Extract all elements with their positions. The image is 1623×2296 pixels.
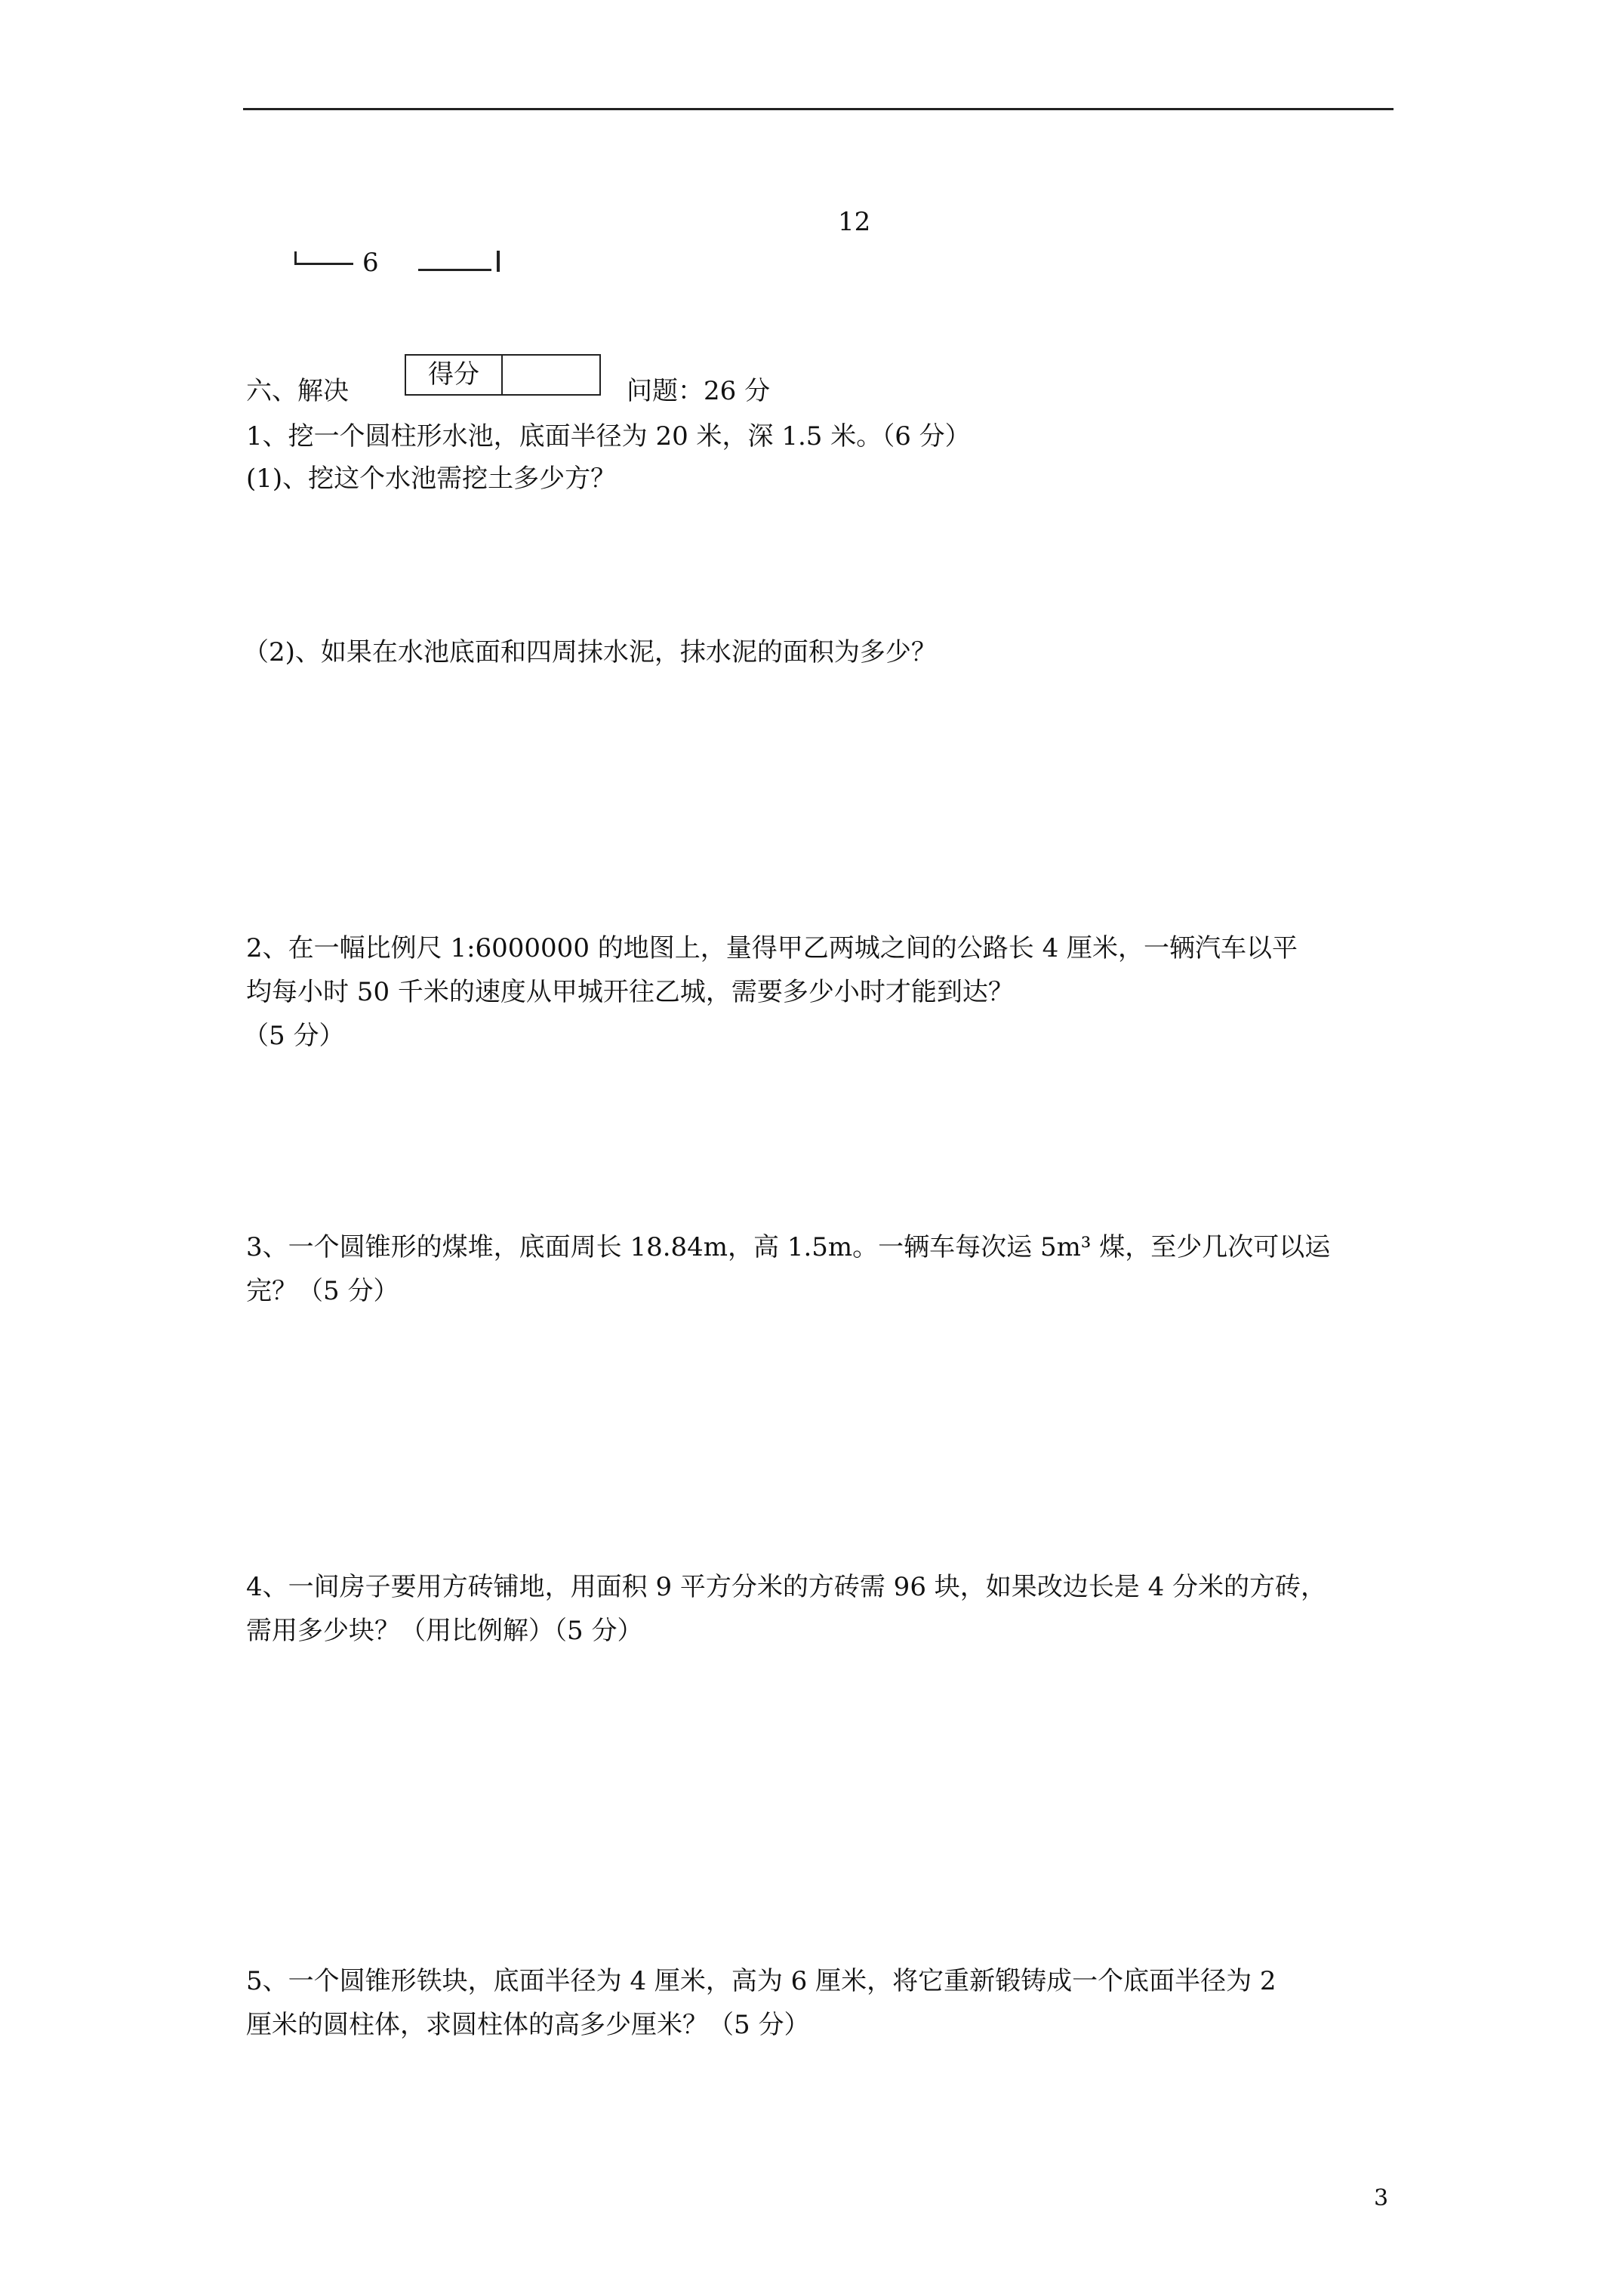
score-box: [405, 354, 601, 396]
question-1-sub-1: (1)、挖这个水池需挖土多少方？: [246, 464, 617, 494]
diagram-line-left: [296, 263, 353, 265]
header-rule: [243, 108, 1394, 110]
question-1-sub-2: （2)、如果在水池底面和四周抹水泥，抹水泥的面积为多少？: [243, 637, 937, 667]
diagram-label-12: 12: [838, 207, 871, 237]
question-4-line-1: 4、一间房子要用方砖铺地，用面积 9 平方分米的方砖需 96 块，如果改边长是 4 分米的方砖，: [246, 1572, 1327, 1602]
diagram-label-6: 6: [362, 248, 379, 278]
section-title-right: 问题：26 分: [627, 376, 771, 406]
question-2-line-1: 2、在一幅比例尺 1:6000000 的地图上，量得甲乙两城之间的公路长 4 厘米，一辆汽车以平: [246, 933, 1298, 963]
question-3-line-2: 完？（5 分）: [246, 1276, 399, 1306]
question-3-line-1: 3、一个圆锥形的煤堆，底面周长 18.84m，高 1.5m。一辆车每次运 5m³ 煤，至少几次可以运: [246, 1232, 1331, 1262]
diagram-line-right: [418, 269, 491, 271]
question-2-line-3: （5 分）: [243, 1021, 345, 1051]
score-value-cell[interactable]: [503, 356, 599, 394]
question-5-line-2: 厘米的圆柱体，求圆柱体的高多少厘米？（5 分）: [246, 2010, 810, 2040]
question-2-line-2: 均每小时 50 千米的速度从甲城开往乙城，需要多少小时才能到达？: [246, 977, 1014, 1007]
question-5-line-1: 5、一个圆锥形铁块，底面半径为 4 厘米，高为 6 厘米，将它重新锻铸成一个底面半径为 2: [246, 1966, 1277, 1996]
diagram-tick-right: [497, 251, 500, 272]
question-1: 1、挖一个圆柱形水池，底面半径为 20 米，深 1.5 米。（6 分）: [246, 421, 971, 451]
page-number: 3: [1374, 2185, 1389, 2211]
section-title-left: 六、解决: [246, 376, 349, 406]
score-label: 得分: [406, 356, 503, 394]
question-4-line-2: 需用多少块？（用比例解）（5 分）: [246, 1616, 643, 1646]
